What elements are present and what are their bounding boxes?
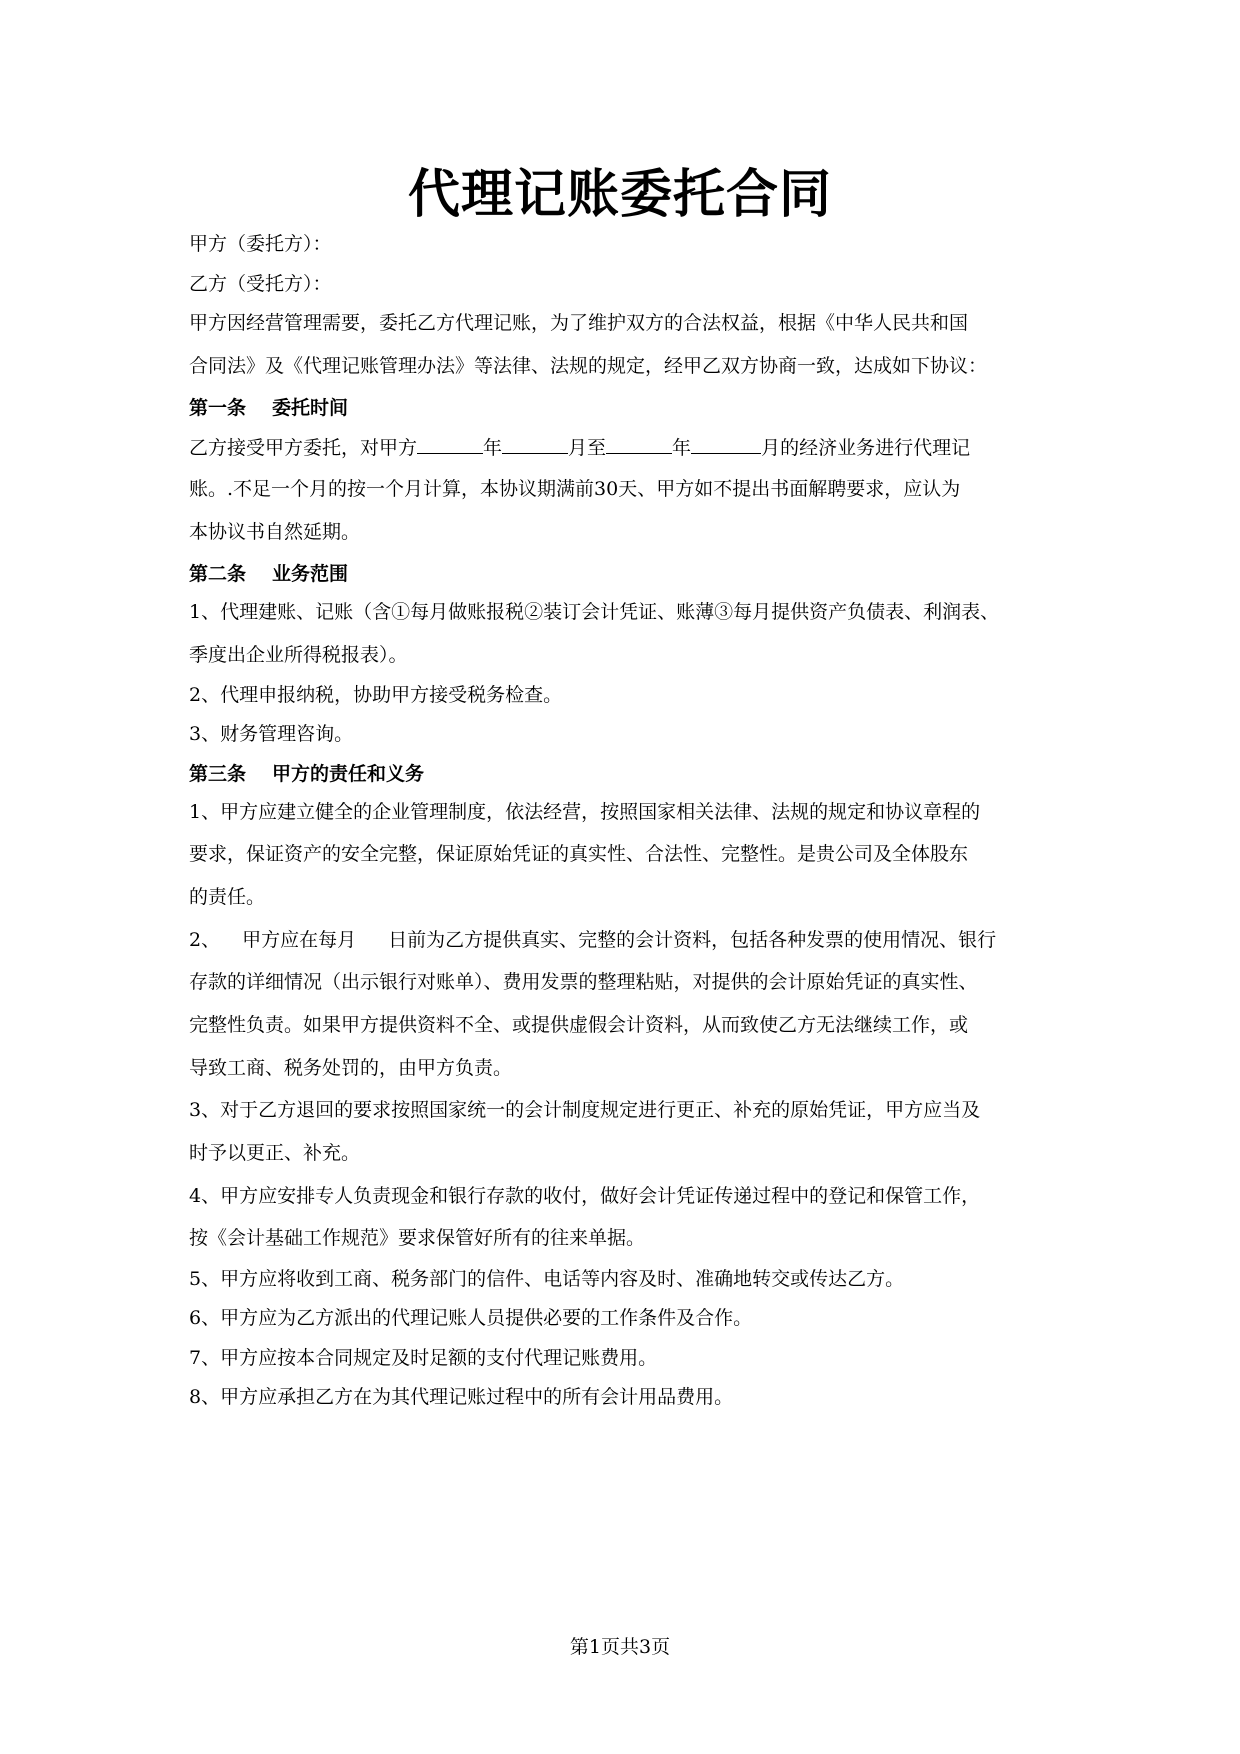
article-2-line-4: 3、财务管理咨询。 (189, 723, 354, 745)
term-text-5: 月的经济业务进行代理记 (761, 437, 971, 459)
article-3-line-12: 5、甲方应将收到工商、税务部门的信件、电话等内容及时、准确地转交或传达乙方。 (189, 1268, 905, 1290)
item-2-text-1: 甲方应在每月 (242, 929, 357, 951)
article-1-line-2: 账。.不足一个月的按一个月计算，本协议期满前30天、甲方如不提出书面解聘要求，应认为 (189, 478, 961, 500)
article-2-line-3: 2、代理申报纳税，协助甲方接受税务检查。 (189, 684, 563, 706)
article-1-name: 委托时间 (272, 397, 349, 419)
term-text-3: 月至 (568, 437, 607, 459)
article-3-line-4 (189, 925, 996, 955)
article-3-line-9: 时予以更正、补充。 (189, 1142, 361, 1164)
contract-title: 代理记账委托合同 (407, 165, 832, 225)
article-2-line-2: 季度出企业所得税报表）。 (189, 644, 408, 666)
term-text-2: 年 (483, 437, 503, 459)
article-3-line-14: 7、甲方应按本合同规定及时足额的支付代理记账费用。 (189, 1347, 658, 1369)
article-1-line-3: 本协议书自然延期。 (189, 521, 361, 543)
article-2-heading (189, 559, 348, 589)
article-3-line-6: 完整性负责。如果甲方提供资料不全、或提供虚假会计资料，从而致使乙方无法继续工作，或 (189, 1014, 969, 1036)
article-3-line-1: 1、甲方应建立健全的企业管理制度，依法经营，按照国家相关法律、法规的规定和协议章程的 (189, 801, 981, 823)
start-month-blank[interactable] (502, 431, 568, 454)
end-year-blank[interactable] (606, 431, 672, 454)
party-b-line: 乙方（受托方）： (189, 273, 332, 295)
article-3-line-15: 8、甲方应承担乙方在为其代理记账过程中的所有会计用品费用。 (189, 1386, 734, 1408)
article-3-line-10: 4、甲方应安排专人负责现金和银行存款的收付，做好会计凭证传递过程中的登记和保管工作， (189, 1185, 981, 1207)
article-3-line-7: 导致工商、税务处罚的，由甲方负责。 (189, 1057, 513, 1079)
item-2-number: 2、 (189, 929, 221, 951)
article-3-line-3: 的责任。 (189, 886, 266, 908)
article-3-heading (189, 759, 424, 789)
article-3-line-11: 按《会计基础工作规范》要求保管好所有的往来单据。 (189, 1227, 646, 1249)
term-text-4: 年 (672, 437, 692, 459)
end-month-blank[interactable] (691, 431, 761, 454)
article-3-name: 甲方的责任和义务 (272, 763, 425, 785)
article-3-line-2: 要求，保证资产的安全完整，保证原始凭证的真实性、合法性、完整性。是贵公司及全体股东 (189, 843, 969, 865)
term-text-1: 乙方接受甲方委托，对甲方 (189, 437, 418, 459)
article-3-line-13: 6、甲方应为乙方派出的代理记账人员提供必要的工作条件及合作。 (189, 1307, 753, 1329)
article-1-number: 第一条 (189, 397, 247, 419)
article-2-line-1: 1、代理建账、记账（含①每月做账报税②装订会计凭证、账薄③每月提供资产负债表、利润表、 (189, 601, 1000, 623)
article-3-number: 第三条 (189, 763, 247, 785)
article-2-number: 第二条 (189, 563, 247, 585)
intro-line-1: 甲方因经营管理需要，委托乙方代理记账，为了维护双方的合法权益，根据《中华人民共和国 (189, 312, 969, 334)
start-year-blank[interactable] (417, 431, 483, 454)
item-2-text-2: 日前为乙方提供真实、完整的会计资料，包括各种发票的使用情况、银行 (388, 929, 997, 951)
article-2-name: 业务范围 (272, 563, 349, 585)
article-1-heading (189, 393, 348, 423)
party-a-line: 甲方（委托方）： (189, 233, 332, 255)
article-3-line-5: 存款的详细情况（出示银行对账单）、费用发票的整理粘贴，对提供的会计原始凭证的真实性、 (189, 971, 978, 993)
intro-line-2: 合同法》及《代理记账管理办法》等法律、法规的规定，经甲乙双方协商一致，达成如下协议： (189, 355, 988, 377)
page-footer: 第1页共3页 (569, 1636, 671, 1658)
article-3-line-8: 3、对于乙方退回的要求按照国家统一的会计制度规定进行更正、补充的原始凭证，甲方应当及 (189, 1099, 981, 1121)
article-1-line-1 (189, 431, 970, 461)
